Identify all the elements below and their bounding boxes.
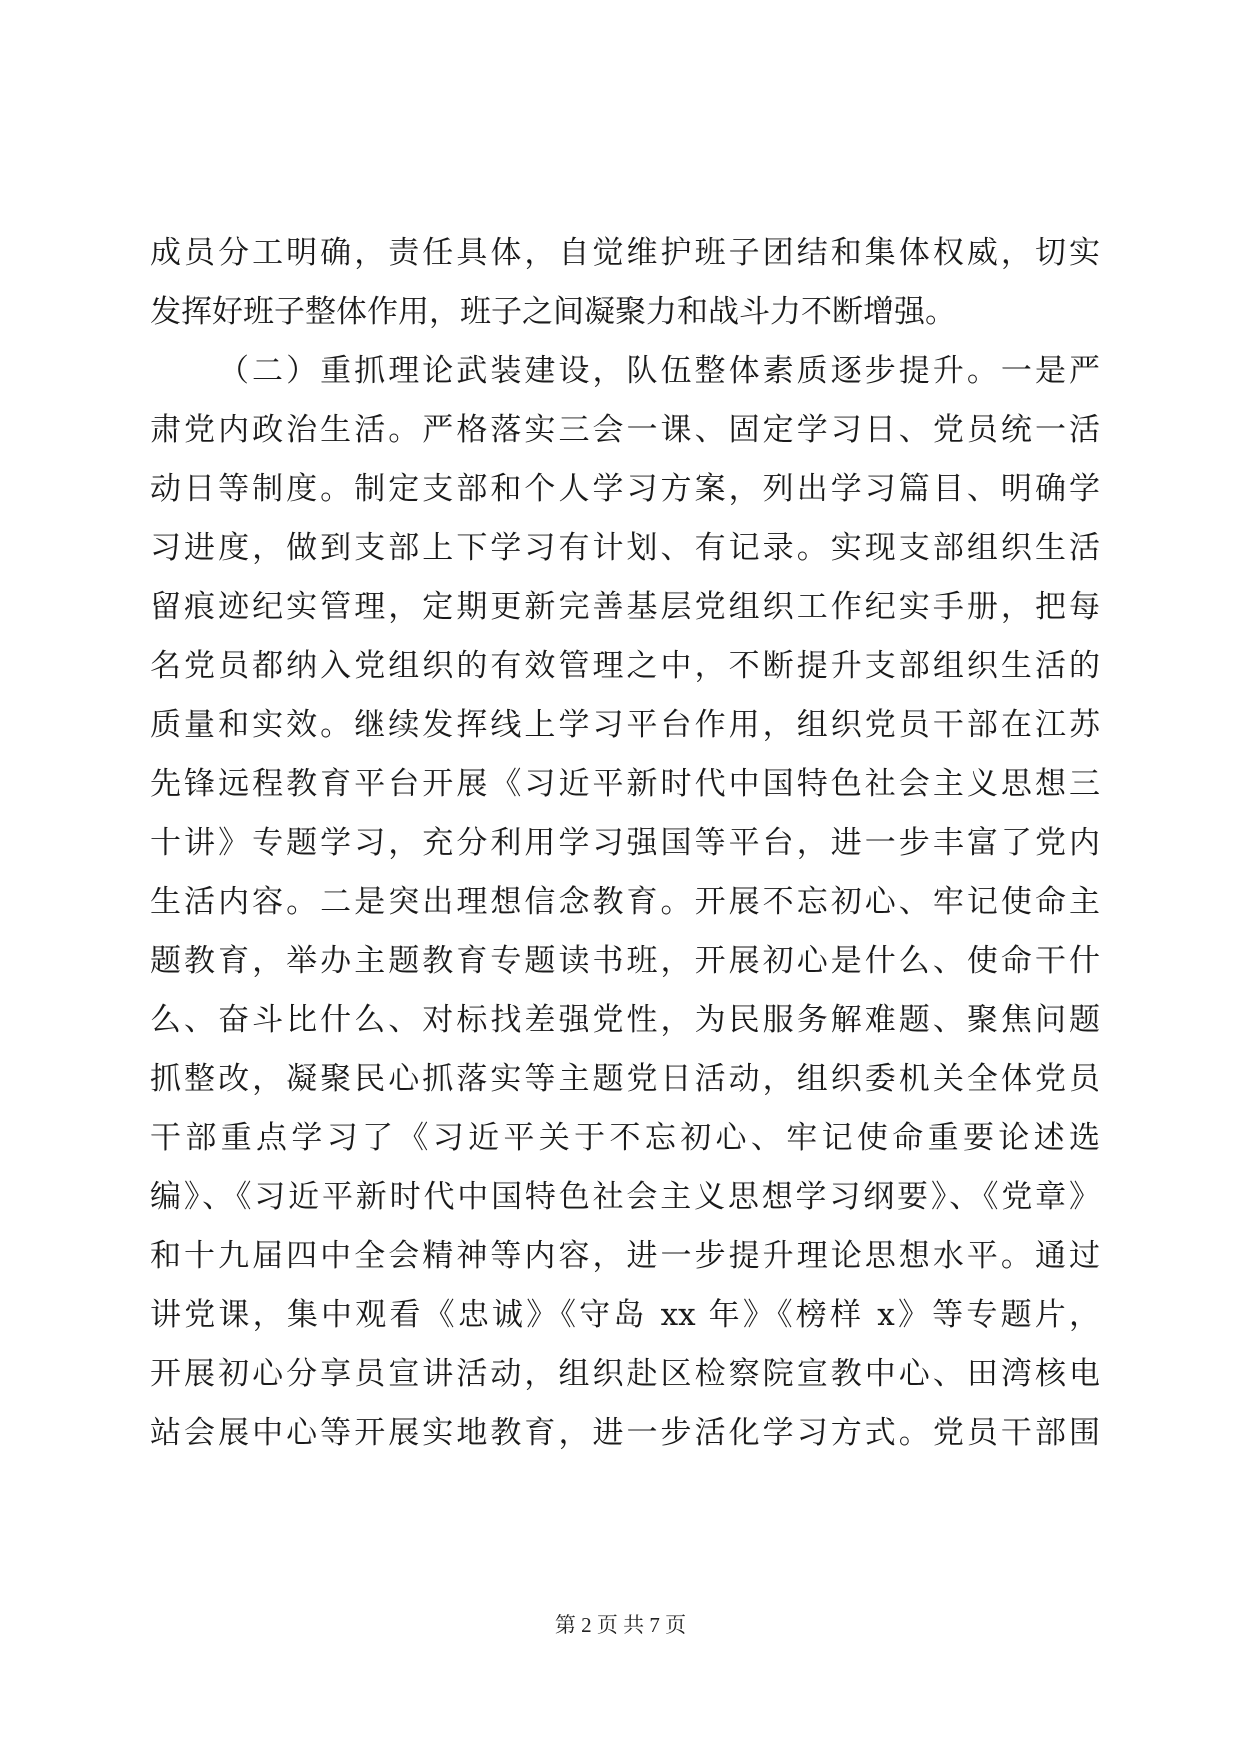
text-line: 留痕迹纪实管理，定期更新完善基层党组织工作纪实手册，把每	[150, 589, 1100, 625]
text-line: 干部重点学习了《习近平关于不忘初心、牢记使命重要论述选	[150, 1120, 1100, 1156]
text-line: 动日等制度。制定支部和个人学习方案，列出学习篇目、明确学	[150, 471, 1100, 507]
text-line: 题教育，举办主题教育专题读书班，开展初心是什么、使命干什	[150, 943, 1100, 979]
text-line: 名党员都纳入党组织的有效管理之中，不断提升支部组织生活的	[150, 648, 1100, 684]
text-line: 编》、《习近平新时代中国特色社会主义思想学习纲要》、《党章》	[150, 1179, 1100, 1215]
text-line: 开展初心分享员宣讲活动，组织赴区检察院宣教中心、田湾核电	[150, 1356, 1100, 1392]
text-line: 么、奋斗比什么、对标找差强党性，为民服务解难题、聚焦问题	[150, 1002, 1100, 1038]
text-line: 讲党课，集中观看《忠诚》《守岛 xx 年》《榜样 x》等专题片，	[150, 1297, 1100, 1333]
text-line: 抓整改，凝聚民心抓落实等主题党日活动，组织委机关全体党员	[150, 1061, 1100, 1097]
text-line: 生活内容。二是突出理想信念教育。开展不忘初心、牢记使命主	[150, 884, 1100, 920]
text-line: 站会展中心等开展实地教育，进一步活化学习方式。党员干部围	[150, 1415, 1100, 1451]
text-line: 质量和实效。继续发挥线上学习平台作用，组织党员干部在江苏	[150, 707, 1100, 743]
page-number-footer: 第 2 页 共 7 页	[554, 1613, 687, 1637]
text-line: 肃党内政治生活。严格落实三会一课、固定学习日、党员统一活	[150, 412, 1100, 448]
text-line: 十讲》专题学习，充分利用学习强国等平台，进一步丰富了党内	[150, 825, 1100, 861]
paragraph-start-line: （二）重抓理论武装建设，队伍整体素质逐步提升。一是严	[218, 353, 1100, 389]
text-line: 习进度，做到支部上下学习有计划、有记录。实现支部组织生活	[150, 530, 1100, 566]
text-line: 和十九届四中全会精神等内容，进一步提升理论思想水平。通过	[150, 1238, 1100, 1274]
text-line: 先锋远程教育平台开展《习近平新时代中国特色社会主义思想三	[150, 766, 1100, 802]
text-line: 发挥好班子整体作用，班子之间凝聚力和战斗力不断增强。	[150, 294, 956, 330]
body-text	[150, 224, 1100, 1463]
text-line: 成员分工明确，责任具体，自觉维护班子团结和集体权威，切实	[150, 235, 1100, 271]
